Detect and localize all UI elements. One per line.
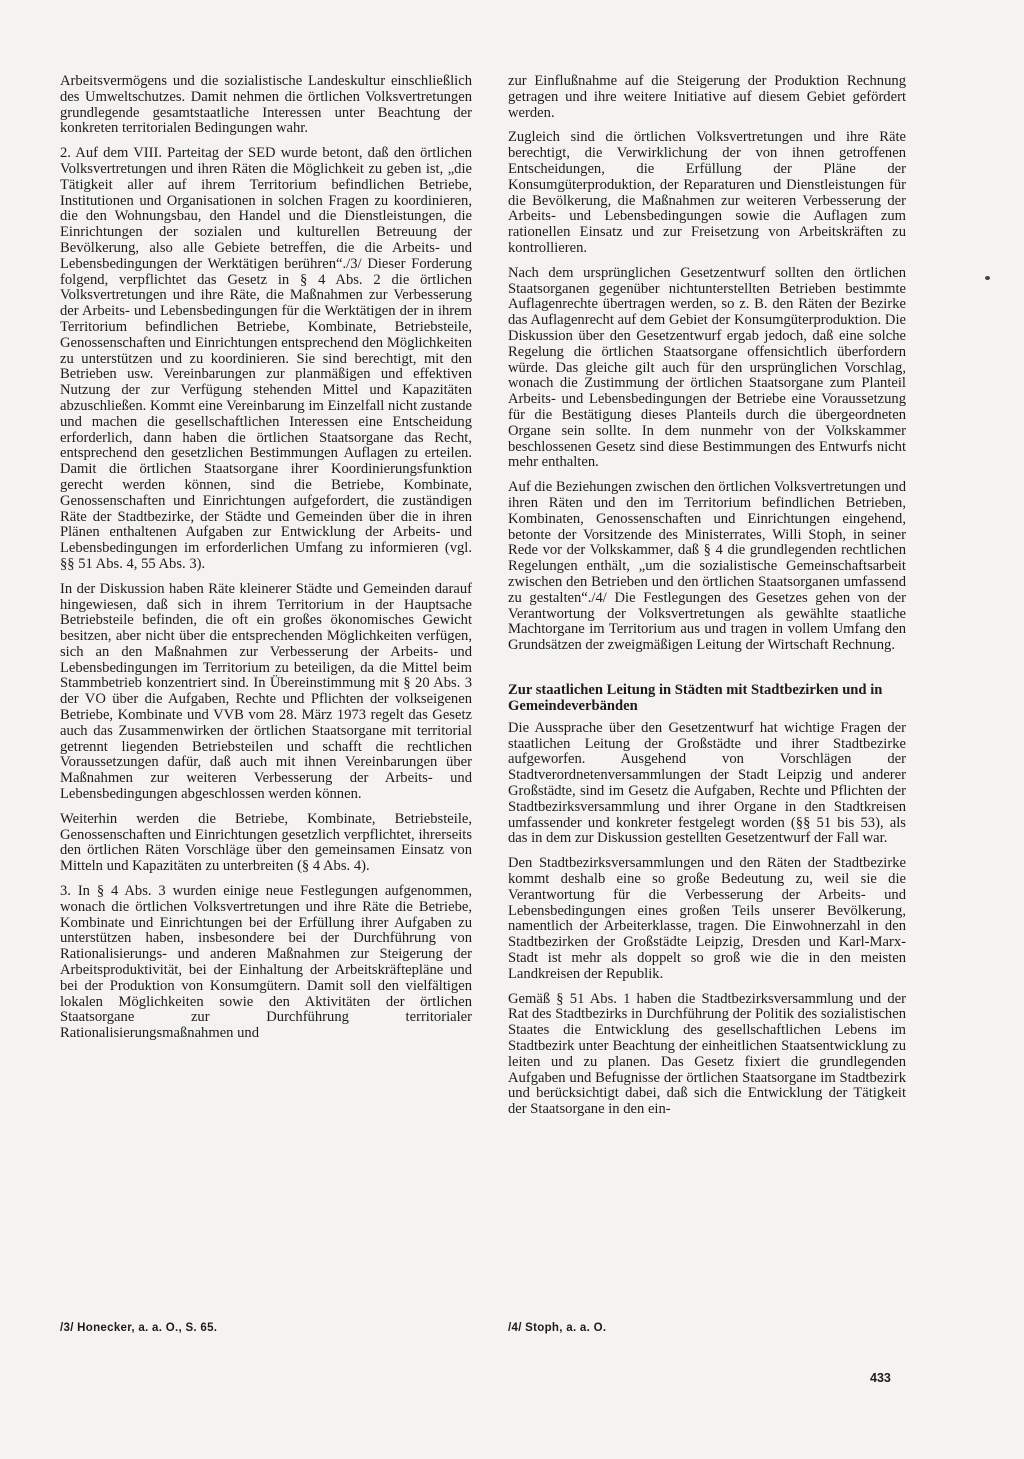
paragraph: Weiterhin werden die Betriebe, Kombinate, Betriebsteile, Genossenschaften und Einrichtungen gesetzlich verpflichtet, ihrerseits den örtlichen Räten Vorschläge über den gemeinsamen Einsatz von Mitteln und Kapazitäten zu unterbreiten (§ 4 Abs. 4). (60, 810, 472, 875)
right-text-column (508, 74, 906, 1127)
footnote-4: /4/ Stoph, a. a. O. (508, 1322, 607, 1334)
scan-speck-icon (985, 276, 990, 280)
paragraph: 2. Auf dem VIII. Parteitag der SED wurde betont, daß den örtlichen Volksvertretungen und ihren Räten die Möglichkeit zu geben ist, „die Tätigkeit aller auf ihrem Territorium befindlichen Betriebe, Institutionen und Organisationen in solchen Fragen zu koordinieren, die den Wohnungsbau, den Handel und die Dienstleistungen, die Einrichtungen der sozialen und kulturellen Betreuung der Bevölkerung, also alle Gebiete betreffen, die die Arbeits- und Lebensbedingungen der Werktätigen berühren“./3/ Dieser Forderung folgend, verpflichtet das Gesetz in § 4 Abs. 2 die örtlichen Volksvertretungen und ihre Räte, die Maßnahmen zur Verbesserung der Arbeits- und Lebensbedingungen für die Werktätigen der in ihrem Territorium befindlichen Betriebe, Kombinate, Betriebsteile, Genossenschaften und Einrichtungen entsprechend den Möglichkeiten zu unterstützen und zu koordinieren. Sie sind berechtigt, mit den Betrieben usw. Vereinbarungen zur planmäßigen und effektiven Nutzung der zur Verfügung stehenden Mittel und Kapazitäten abzuschließen. Kommt eine Vereinbarung im Einzelfall nicht zustande und machen die gesellschaftlichen Interessen eine Entscheidung erforderlich, dann haben die örtlichen Staatsorgane das Recht, entsprechend den gesetzlichen Bestimmungen Auflagen zu erteilen. Damit die örtlichen Staatsorgane ihrer Koordinierungsfunktion gerecht werden können, sind die Betriebe, Kombinate, Genossenschaften und Einrichtungen aufgefordert, die zuständigen Räte der Stadtbezirke, der Städte und Gemeinden über die in ihren Plänen enthaltenen Aufgaben zur Entwicklung der Arbeits- und Lebensbedingungen im erforderlichen Umfang zu informieren (vgl. §§ 51 Abs. 4, 55 Abs. 3). (60, 145, 472, 572)
paragraph: Arbeitsvermögens und die sozialistische Landeskultur einschließlich des Umweltschutzes. Damit nehmen die örtlichen Volksvertretungen grundlegende gesamtstaatliche Interessen unter Beachtung der konkreten territorialen Bedingungen wahr. (60, 73, 472, 137)
footnote-3: /3/ Honecker, a. a. O., S. 65. (60, 1322, 218, 1334)
section-heading: Zur staatlichen Leitung in Städten mit Stadtbezirken und in Gemeindeverbänden (508, 681, 883, 715)
left-text-column (60, 74, 472, 1051)
paragraph: Zugleich sind die örtlichen Volksvertretungen und ihre Räte berechtigt, die Verwirklichung der von ihnen getroffenen Entscheidungen, die Erfüllung der Pläne der Konsumgüterproduktion, der Reparaturen und Dienstleistungen für die Bevölkerung, die Maßnahmen zur weiteren Verbesserung der Arbeits- und Lebensbedingungen sowie die Auflagen zum rationellen Einsatz und zur Freisetzung von Arbeitskräften zu kontrollieren. (508, 129, 906, 256)
page-number: 433 (870, 1371, 891, 1385)
paragraph: Den Stadtbezirksversammlungen und den Räten der Stadtbezirke kommt deshalb eine so große Bedeutung zu, weil sie die Verantwortung für die Verbesserung der Arbeits- und Lebensbedingungen eines großen Teils unserer Bevölkerung, namentlich der Arbeiterklasse, tragen. Die Einwohnerzahl in den Stadtbezirken der Großstädte Leipzig, Dresden und Karl-Marx-Stadt ist mehr als doppelt so groß wie die in den meisten Landkreisen der Republik. (508, 855, 906, 982)
paragraph: 3. In § 4 Abs. 3 wurden einige neue Festlegungen aufgenommen, wonach die örtlichen Volksvertretungen und ihre Räte die Betriebe, Kombinate und Einrichtungen bei der Erfüllung ihrer Aufgaben zu unterstützen haben, insbesondere bei der Durchführung von Rationalisierungs- und anderen Maßnahmen zur Steigerung der Arbeitsproduktivität, bei der Einhaltung der Arbeitskräftepläne und bei der Produktion von Konsumgütern. Damit soll den vielfältigen lokalen Möglichkeiten sowie den Aktivitäten der örtlichen Staatsorgane zur Durchführung territorialer Rationalisierungsmaßnahmen und (60, 883, 472, 1042)
paragraph: Auf die Beziehungen zwischen den örtlichen Volksvertretungen und ihren Räten und den im Territorium befindlichen Betrieben, Kombinaten, Genossenschaften und Einrichtungen eingehend, betonte der Vorsitzende des Ministerrates, Willi Stoph, in seiner Rede vor der Volkskammer, daß § 4 die grundlegenden rechtlichen Regelungen enthält, „um die sozialistische Gemeinschaftsarbeit zwischen den Betrieben und den örtlichen Staatsorganen umfassend zu gestalten“./4/ Die Festlegungen des Gesetzes gehen von der Verantwortung der Volksvertretungen als gewählte staatliche Machtorgane im Territorium aus und tragen in vollem Umfang den Grundsätzen der zweigmäßigen Leitung der Wirtschaft Rechnung. (508, 479, 906, 654)
paragraph: Die Aussprache über den Gesetzentwurf hat wichtige Fragen der staatlichen Leitung der Großstädte und ihrer Stadtbezirke aufgeworfen. Ausgehend von Vorschlägen der Stadtverordnetenversammlungen der Stadt Leipzig und anderer Großstädte, sind im Gesetz die Aufgaben, Rechte und Pflichten der Stadtbezirksversammlung und ihrer Organe in den Stadtkreisen umfassender und konkreter festgelegt worden (§§ 51 bis 53), als das in dem zur Diskussion gestellten Gesetzentwurf der Fall war. (508, 719, 906, 847)
paragraph: Gemäß § 51 Abs. 1 haben die Stadtbezirksversammlung und der Rat des Stadtbezirks in Durchführung der Politik des sozialistischen Staates die Entwicklung des gesellschaftlichen Lebens im Stadtbezirk unter Beachtung der einheitlichen Staatsentwicklung zu leiten und zu planen. Das Gesetz fixiert die grundlegenden Aufgaben und Befugnisse der örtlichen Staatsorgane im Stadtbezirk und berücksichtigt dabei, daß sich die Entwicklung der Tätigkeit der Staatsorgane in den ein- (508, 990, 906, 1118)
paragraph: Nach dem ursprünglichen Gesetzentwurf sollten den örtlichen Staatsorganen gegenüber nichtunterstellten Betrieben bestimmte Auflagenrechte übertragen werden, so z. B. den Räten der Bezirke das Auflagenrecht auf dem Gebiet der Konsumgüterproduktion. Die Diskussion über den Gesetzentwurf ergab jedoch, daß eine solche Regelung die örtlichen Staatsorgane offensichtlich überfordern würde. Das gleiche gilt auch für den ursprünglichen Vorschlag, wonach die Zustimmung der örtlichen Staatsorgane zum Planteil Arbeits- und Lebensbedingungen der Betriebe eine Voraussetzung für die Bestätigung dieses Planteils durch die übergeordneten Organe sein sollte. In dem nunmehr von der Volkskammer beschlossenen Gesetz sind diese Bestimmungen des Entwurfs nicht mehr enthalten. (508, 264, 906, 471)
paragraph: In der Diskussion haben Räte kleinerer Städte und Gemeinden darauf hingewiesen, daß sich in ihrem Territorium in der Hauptsache Betriebsteile befinden, die oft ein großes ökonomisches Gewicht besitzen, aber nicht über die entsprechenden Möglichkeiten verfügen, sich an den Maßnahmen zur Verbesserung der Arbeits- und Lebensbedingungen im Territorium zu beteiligen, da die Mittel beim Stammbetrieb konzentriert sind. In Übereinstimmung mit § 20 Abs. 3 der VO über die Aufgaben, Rechte und Pflichten der volkseigenen Betriebe, Kombinate und VVB vom 28. März 1973 regelt das Gesetz auch das Zusammenwirken der örtlichen Staatsorgane mit territorial getrennt liegenden Betriebsteilen und schafft die rechtlichen Voraussetzungen dafür, daß auch mit ihnen Vereinbarungen über Maßnahmen zur weiteren Verbesserung der Arbeits- und Lebensbedingungen abgeschlossen werden können. (60, 580, 472, 803)
paragraph: zur Einflußnahme auf die Steigerung der Produktion Rechnung getragen und ihre weitere Initiative auf diesem Gebiet gefördert werden. (508, 73, 906, 121)
